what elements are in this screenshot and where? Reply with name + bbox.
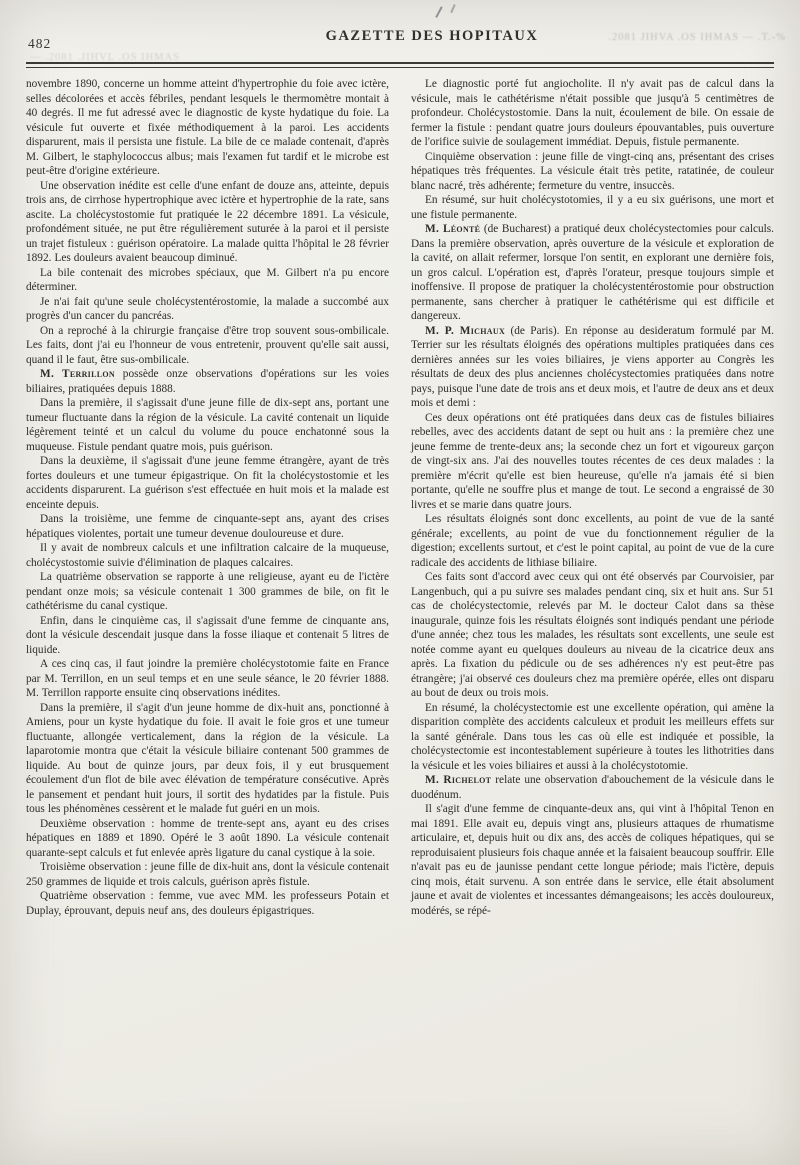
bleed-through-text: .2081 JIHVA .OS IHMAS — .T.-% <box>608 32 786 43</box>
paragraph <box>26 512 389 541</box>
paragraph-text: Enfin, dans le cinquième cas, il s'agissait d'une femme de cinquante ans, dont la vésicule descendait jusque dans la fosse iliaque et contenait 5 litres de liquide. <box>26 614 389 656</box>
paragraph <box>26 179 389 266</box>
paragraph <box>411 512 774 570</box>
paragraph <box>26 324 389 368</box>
paragraph <box>26 541 389 570</box>
page-number: 482 <box>28 36 52 51</box>
paragraph <box>26 889 389 918</box>
paragraph <box>26 817 389 861</box>
journal-title: GAZETTE DES HOPITAUX <box>325 28 539 44</box>
paragraph-text: Il y avait de nombreux calculs et une infiltration calcaire de la muqueuse, cholécystostomie suivie d'élimination de plaques calcaires. <box>26 542 389 569</box>
paragraph-text: Troisième observation : jeune fille de dix-huit ans, dont la vésicule contenait 250 grammes de liquide et trois calculs, guérison après fistule. <box>26 861 389 888</box>
paragraph-text: Les résultats éloignés sont donc excellents, au point de vue de la santé générale; excellents, au point de vue du fonctionnement régulier de la digestion; excellents surtout, et c'est le point capital, au point de vue de la cure radicale des accidents de lithiase biliaire. <box>411 513 774 569</box>
paragraph <box>26 295 389 324</box>
page-header <box>0 0 800 62</box>
paragraph <box>26 701 389 817</box>
speaker-name: M. Richelot <box>425 774 492 786</box>
paragraph-text: Dans la première, il s'agit d'un jeune homme de dix-huit ans, ponctionné à Amiens, pour un kyste hydatique du foie. Il avait le foie gros et une tumeur fluctuante, allongée verticalement, dans la région de la vésicule. La laparotomie montra que c'était la vésicule biliaire contenant 500 grammes de liquide. Au bout de quinze jours, par deux fois, il y eut brusquement écoulement d'un flot de bile avec élévation de température consécutive. Après le pansement et pendant huit jours, il sortit des hydatides par la fistule. Puis tous les phénomènes cessèrent et le malade fut guéri en un mois. <box>26 701 389 815</box>
paragraph-text: Une observation inédite est celle d'une enfant de douze ans, atteinte, depuis trois ans, de cirrhose hypertrophique avec ictère et hypertrophie de la rate, sans ascite. La cholécystostomie fut pratiquée le 22 décembre 1891. La vésicule, profondément située, ne put être régulièrement suturée à la paroi et il persiste un trajet fistuleux : guérison opératoire. La malade quitta l'hôpital le 28 février 1892. Les douleurs avaient beaucoup diminué. <box>26 179 389 264</box>
speaker-name: M. Terrillon <box>40 368 115 380</box>
paragraph <box>411 773 774 802</box>
paragraph <box>26 266 389 295</box>
paragraph-text: En résumé, la cholécystectomie est une excellente opération, qui amène la disparition complète des accidents calculeux et produit les meilleurs effets sur la santé générale. Dans tous les cas où elle est indiquée et possible, la cholécystectomie est incontestablement supérieure à toutes les lithotrities dans la vésicule et les voies biliaires et aussi à la cholécystotomie. <box>411 701 774 772</box>
paragraph <box>411 193 774 222</box>
paragraph-text: (de Bucharest) a pratiqué deux cholécystectomies pour calculs. Dans la première observation, après ouverture de la vésicule et exploration de la cavité, on allait refermer, lorsque l'on sentit, en explorant une dernière fois, un gros calcul. L'opération est, d'après l'orateur, presque toujours simple et inoffensive. Il propose de pratiquer la cholécystentérostomie pour obstruction permanente, sans chercher à pratiquer le cathétérisme qui est difficile et dangereux. <box>411 223 774 322</box>
paragraph-text: Deuxième observation : homme de trente-sept ans, ayant eu des crises hépatiques en 1889 et 1890. Opéré le 3 août 1890. La vésicule contenait quarante-sept calculs et fut enlevée après ligature du canal cystique à la soie. <box>26 817 389 859</box>
article-body <box>0 68 800 918</box>
paragraph-text: A ces cinq cas, il faut joindre la première cholécystotomie faite en France par M. Terrillon, en un seul temps et en une seule séance, le 20 février 1888. M. Terrillon rapporte ensuite cinq observations inédites. <box>26 658 389 699</box>
paragraph <box>411 324 774 411</box>
paragraph-text: Je n'ai fait qu'une seule cholécystentérostomie, la malade a succombé aux progrès d'un cancer du pancréas. <box>26 295 389 322</box>
paragraph-text: La quatrième observation se rapporte à une religieuse, ayant eu de l'ictère pendant onze mois; sa vésicule contenait 1 300 grammes de bile, on fit le cathétérisme du canal cystique. <box>26 571 389 612</box>
paragraph-text: Ces faits sont d'accord avec ceux qui ont été observés par Courvoisier, par Langenbuch, qui a pu suivre ses malades pendant cinq, six et huit ans. Sur 51 cas de cholécystectomie, relevés par M. le docteur Calot dans sa thèse inaugurale, quinze fois les résultats éloignés sont indiqués pendant une période d'une année; chez tous les malades, les résultats sont excellents, une seule est notée comme ayant eu quelques douleurs au niveau de la cicatrice deux ans après. La fixation du pédicule ou de ses adhérences n'y est peut-être pas étrangère; j'ai observé ces douleurs chez ma première opérée, elles ont disparu au bout de deux ou trois mois. <box>411 571 774 699</box>
paragraph-text: Cinquième observation : jeune fille de vingt-cinq ans, présentant des crises hépatiques très fréquentes. La vésicule était très petite, ratatinée, de couleur blanc nacré, très adhérente; fermeture du ventre, insuccès. <box>411 150 774 192</box>
paragraph <box>411 570 774 701</box>
paragraph <box>26 454 389 512</box>
paragraph-text: On a reproché à la chirurgie française d'être trop souvent sous-ombilicale. Les faits, dont j'ai eu l'honneur de vous entretenir, prouvent qu'elle sait aussi, quand il le faut, être sus-ombilicale. <box>26 324 389 366</box>
bleed-through-text: — .2081 .JIHVL .OS IHMAS <box>30 52 180 63</box>
paragraph <box>26 614 389 658</box>
paragraph-text: relate une observation d'abouchement de la vésicule dans le duodénum. <box>411 774 774 801</box>
paragraph-text: Ces deux opérations ont été pratiquées dans deux cas de fistules biliaires rebelles, avec des accidents datant de sept ou huit ans : la première chez une jeune femme de trente-deux ans; la seconde chez un fort et vigoureux garçon de vingt-six ans. J'ai des nouvelles toutes récentes de ces deux malades : la première m'écrit qu'elle est bien heureuse, qu'elle n'a jamais été si bien portante, qu'elle ne souffre plus et mange de tout. Le second a engraissé de 30 livres et se marie dans quatre jours. <box>411 411 774 511</box>
paragraph-text: Dans la troisième, une femme de cinquante-sept ans, ayant des crises hépatiques violentes, portait une tumeur devenue douloureuse et dure. <box>26 513 389 540</box>
paragraph-text: En résumé, sur huit cholécystotomies, il y a eu six guérisons, une mort et une fistule permanente. <box>411 194 774 221</box>
paragraph <box>26 367 389 396</box>
paragraph <box>411 411 774 513</box>
paragraph-text: possède onze observations d'opérations sur les voies biliaires, pratiquées depuis 1888. <box>26 368 390 395</box>
paragraph <box>26 657 389 701</box>
paragraph-text: Il s'agit d'une femme de cinquante-deux ans, qui vint à l'hôpital Tenon en mai 1891. Elle avait eu, depuis vingt ans, plusieurs attaques de rhumatisme articulaire, et, depuis huit ou dix ans, des accès de coliques hépatiques, qui se reproduisaient plusieurs fois chaque année et la faisaient beaucoup souffrir. Elle n'avait pas eu de jaunisse pendant cette longue période; mais l'ictère, depuis cinq mois, était survenu. A son entrée dans le service, elle était absolument jaune et avait de violentes et incessantes démangeaisons; les accès douloureux, modérés, se répé- <box>411 803 774 917</box>
paragraph-text: La bile contenait des microbes spéciaux, que M. Gilbert n'a pu encore déterminer. <box>26 266 389 293</box>
paragraph-text: (de Paris). En réponse au desideratum formulé par M. Terrier sur les résultats éloignés des opérations multiples pratiquées dans ces dernières années sur les voies biliaires, je viens apporter au Congrès les résultats de deux des plus anciennes cholécystectomies pratiquées dans notre pays, puisque l'une date de trois ans et deux mois, et l'autre de deux ans et deux mois et demi : <box>411 324 775 409</box>
right-column <box>411 77 774 918</box>
paragraph <box>411 222 774 324</box>
speaker-name: M. P. Michaux <box>425 324 506 337</box>
paragraph-text: Dans la deuxième, il s'agissait d'une jeune femme étrangère, ayant de très fortes douleurs et une tumeur épigastrique. On fit la cholécystostomie et les accidents disparurent. La guérison s'est effectuée en huit mois et la malade est enceinte depuis. <box>26 455 389 511</box>
paragraph <box>411 150 774 194</box>
paragraph-text: Dans la première, il s'agissait d'une jeune fille de dix-sept ans, portant une tumeur fluctuante dans la région de la vésicule. La cavité contenait un liquide légèrement teinté et un calcul du volume du pouce enchatonné sous la muqueuse. Fistule pendant quatre mois, puis guérison. <box>26 397 389 453</box>
paragraph <box>26 860 389 889</box>
paragraph-text: Quatrième observation : femme, vue avec MM. les professeurs Potain et Duplay, éprouvant, depuis neuf ans, des douleurs épigastriques. <box>26 890 389 917</box>
paragraph <box>411 701 774 774</box>
paragraph <box>411 77 774 150</box>
paragraph-text: Le diagnostic porté fut angiocholite. Il n'y avait pas de calcul dans la vésicule, mais le cathétérisme n'était possible que jusqu'à 5 centimètres de profondeur. Cholécystostomie. Dans la nuit, écoulement de bile. On essaie de fermer la fistule : pendant quatre jours douleurs épouvantables, puis ouverture de l'orifice suivie de soulagement immédiat. Depuis, fistule permanente. <box>411 78 774 148</box>
paragraph <box>26 77 389 179</box>
paragraph <box>26 396 389 454</box>
paragraph-text: novembre 1890, concerne un homme atteint d'hypertrophie du foie avec ictère, selles décolorées et accès fébriles, pendant lesquels le thermomètre montait à 40 degrés. Il me fut adressé avec le diagnostic de kyste hydatique du foie. La vésicule fut ouverte et fixée méthodiquement à la paroi. Les accidents disparurent, mais il persista une fistule. La bile de ce malade contenait, d'après M. Gilbert, le staphylococcus albus; mais l'examen fut tardif et le microbe est peut-être d'origine extérieure. <box>26 78 389 177</box>
left-column <box>26 77 389 918</box>
paragraph <box>411 802 774 918</box>
paragraph <box>26 570 389 614</box>
speaker-name: M. Léonté <box>425 223 481 235</box>
